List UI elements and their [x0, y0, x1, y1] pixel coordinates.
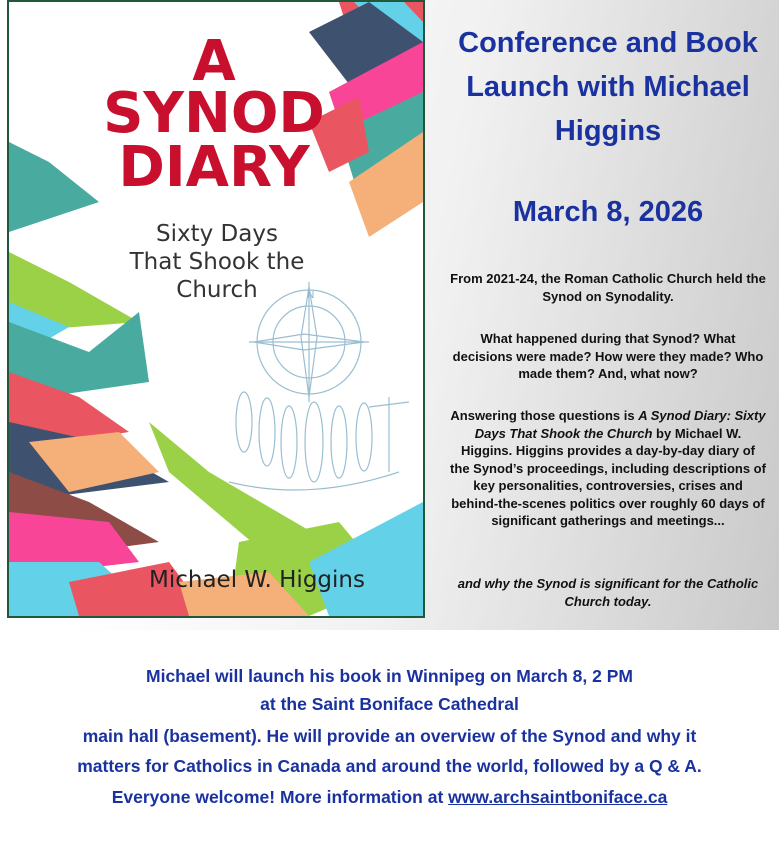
intro-paragraph: From 2021-24, the Roman Catholic Church held the Synod on Synodality.: [450, 271, 766, 304]
significance-paragraph: and why the Synod is significant for the Catholic Church today.: [457, 576, 759, 609]
summary-body: by Michael W. Higgins. Higgins provides a day-by-day diary of the Synod’s proceedings, including descriptions of key personalities, controversies, crises and behind-the-scenes politics over roughly 60 days of significant gatherings and meetings...: [450, 425, 766, 528]
questions-paragraph: What happened during that Synod? What decisions were made? How were they made? Who made them? And, what now?: [452, 331, 764, 381]
cover-line-drawing: [229, 282, 409, 490]
announcement-line: [0, 783, 779, 811]
cover-title-diary: DIARY: [118, 135, 310, 200]
compass-letter: N: [307, 290, 315, 301]
cover-title-synod: SYNOD: [103, 81, 325, 146]
announcement-line: at the Saint Boniface Cathedral: [260, 694, 519, 714]
cover-author: Michael W. Higgins: [149, 567, 365, 593]
headline-line: Launch with Michael: [466, 71, 750, 103]
cover-subtitle-line: Sixty Days: [156, 221, 278, 247]
cover-stripe: [309, 502, 423, 616]
more-info-link[interactable]: www.archsaintboniface.ca: [448, 787, 668, 807]
welcome-text: Everyone welcome! More information at: [111, 787, 449, 807]
cover-stripe: [9, 142, 99, 232]
book-cover-image: [7, 0, 425, 618]
book-title-italic: A Synod Diary: Sixty Days That Shook the Church: [474, 408, 766, 441]
announcement-line: Michael will launch his book in Winnipeg on March 8, 2 PM: [146, 666, 633, 686]
headline-line: Higgins: [554, 115, 662, 147]
cover-title-a: A: [192, 29, 236, 94]
cover-subtitle-line: Church: [176, 277, 258, 303]
event-date: March 8, 2026: [512, 196, 704, 228]
announcement-line: main hall (basement). He will provide an overview of the Synod and why it: [82, 726, 697, 746]
event-details: [432, 0, 779, 630]
book-summary-paragraph: [450, 407, 766, 530]
cover-subtitle-line: That Shook the: [129, 249, 305, 275]
headline-line: Conference and Book: [458, 27, 758, 59]
announcement-line: matters for Catholics in Canada and around the world, followed by a Q & A.: [77, 756, 702, 776]
summary-lead: Answering those questions is: [450, 408, 639, 423]
